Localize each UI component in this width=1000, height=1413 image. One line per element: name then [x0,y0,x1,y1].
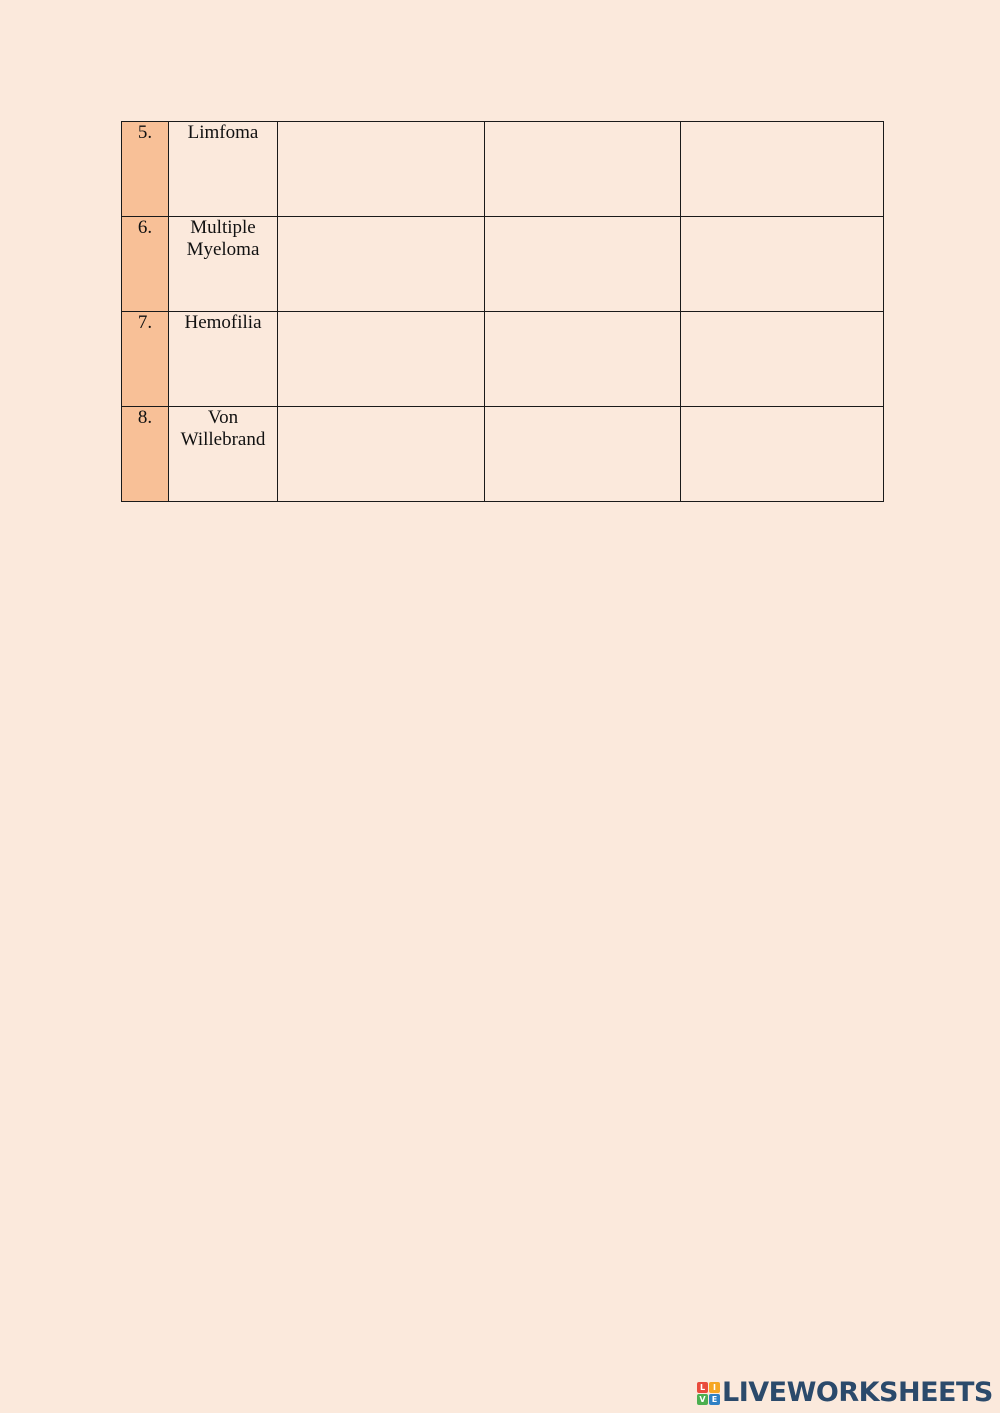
disease-name: Hemofilia [184,312,262,333]
table-row [122,122,884,217]
disease-name: Multiple [190,217,256,238]
row-number: 8. [122,407,169,502]
answer-cell[interactable] [278,407,485,502]
disease-name-line2: Myeloma [186,239,260,260]
disease-name-cell [169,312,278,407]
answer-cell[interactable] [681,312,884,407]
disease-table [121,121,884,502]
answer-cell[interactable] [485,122,681,217]
answer-cell[interactable] [681,217,884,312]
table-row [122,217,884,312]
logo-mark-letter: E [709,1394,720,1405]
answer-cell[interactable] [681,122,884,217]
logo-mark-letter: I [709,1382,720,1393]
disease-name-cell [169,122,278,217]
answer-cell[interactable] [278,122,485,217]
answer-cell[interactable] [485,312,681,407]
logo-mark-icon [697,1382,720,1405]
disease-name-cell [169,407,278,502]
logo-text: LIVEWORKSHEETS [722,1377,993,1408]
table-row [122,407,884,502]
liveworksheets-logo [697,1378,993,1408]
disease-name: Von [207,407,239,428]
logo-mark-letter: L [697,1382,708,1393]
disease-name-line2: Willebrand [180,429,266,450]
disease-name-cell [169,217,278,312]
answer-cell[interactable] [278,217,485,312]
disease-name: Limfoma [187,122,259,143]
row-number: 6. [122,217,169,312]
answer-cell[interactable] [485,407,681,502]
answer-cell[interactable] [278,312,485,407]
answer-cell[interactable] [485,217,681,312]
logo-mark-letter: V [697,1394,708,1405]
row-number: 7. [122,312,169,407]
table-row [122,312,884,407]
answer-cell[interactable] [681,407,884,502]
row-number: 5. [122,122,169,217]
